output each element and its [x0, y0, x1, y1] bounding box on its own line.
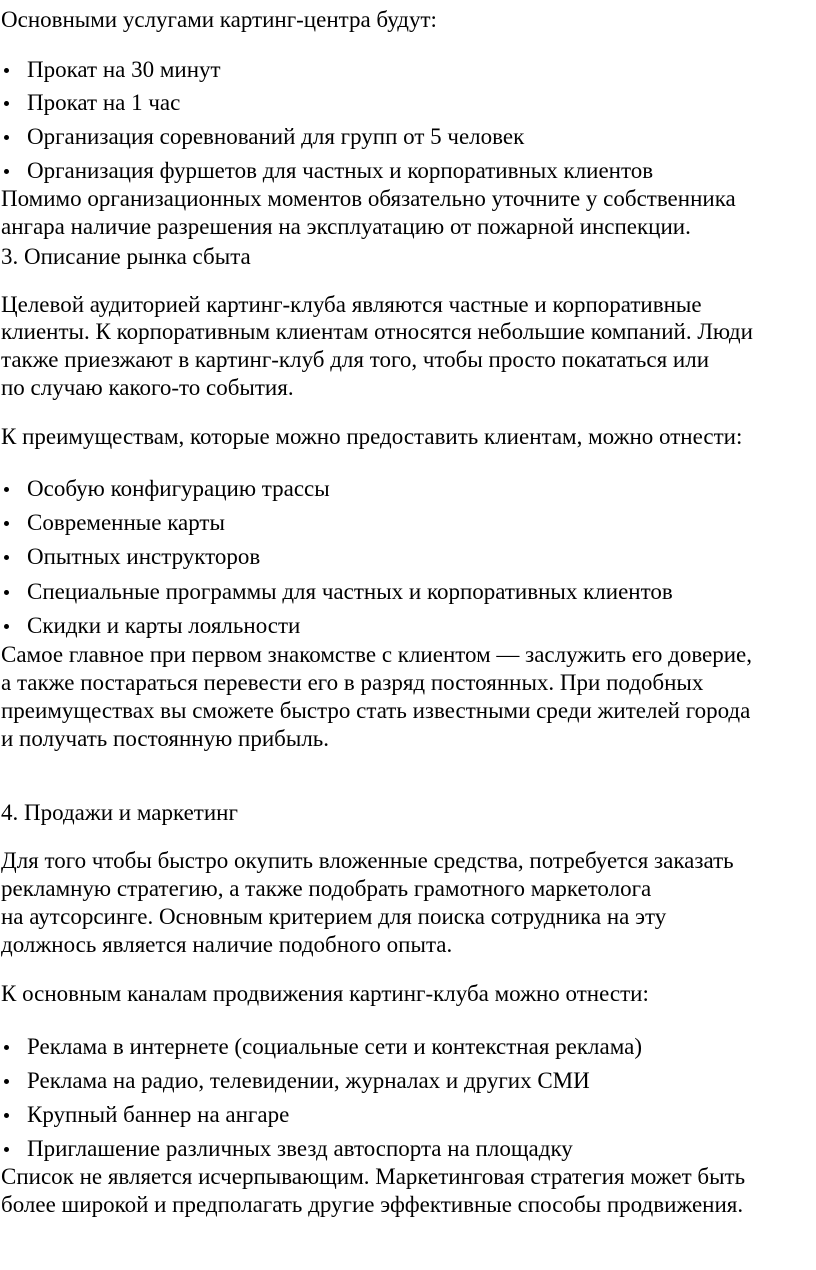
paragraph-line: также приезжают в картинг-клуб для того, чтобы просто покататься или [1, 347, 710, 372]
paragraph-line: и получать постоянную прибыль. [1, 726, 330, 751]
note-line: ангара наличие разрешения на эксплуатацию от пожарной инспекции. [1, 214, 691, 239]
list-item-text: Прокат на 1 час [27, 90, 181, 115]
list-item-text: Специальные программы для частных и корпоративных клиентов [27, 579, 673, 604]
paragraph-line: Для того чтобы быстро окупить вложенные средства, потребуется заказать [1, 848, 734, 873]
list-item-text: Скидки и карты лояльности [27, 613, 301, 638]
list-item-text: Особую конфигурацию трассы [27, 476, 330, 501]
bullet-icon [4, 1045, 9, 1050]
list-item-text: Организация соревнований для групп от 5 человек [27, 124, 525, 149]
paragraph-line: более широкой и предполагать другие эффективные способы продвижения. [1, 1192, 744, 1217]
bullet-icon [4, 590, 9, 595]
paragraph-line: клиенты. К корпоративным клиентам относятся небольшие компаний. Люди [1, 319, 753, 344]
bullet-icon [4, 101, 9, 106]
list-item-text: Современные карты [27, 510, 225, 535]
section-heading: 4. Продажи и маркетинг [1, 800, 238, 825]
bullet-icon [4, 1147, 9, 1152]
bullet-icon [4, 555, 9, 560]
paragraph-line: Самое главное при первом знакомстве с клиентом — заслужить его доверие, [1, 642, 753, 667]
bullet-icon [4, 521, 9, 526]
bullet-icon [4, 487, 9, 492]
note-line: Помимо организационных моментов обязательно уточните у собственника [1, 186, 736, 211]
channels-intro: К основным каналам продвижения картинг-клуба можно отнести: [1, 981, 649, 1006]
paragraph-line: на аутсорсинге. Основным критерием для поиска сотрудника на эту [1, 904, 667, 929]
bullet-icon [4, 169, 9, 174]
list-item-text: Приглашение различных звезд автоспорта на площадку [27, 1136, 573, 1161]
bullet-icon [4, 1079, 9, 1084]
list-item-text: Прокат на 30 минут [27, 57, 221, 82]
paragraph-line: рекламную стратегию, а также подобрать грамотного маркетолога [1, 876, 652, 901]
bullet-icon [4, 68, 9, 73]
bullet-icon [4, 135, 9, 140]
list-item-text: Реклама на радио, телевидении, журналах и других СМИ [27, 1068, 590, 1093]
paragraph-line: преимуществах вы сможете быстро стать известными среди жителей города [1, 698, 751, 723]
paragraph-line: по случаю какого-то события. [1, 375, 294, 400]
advantages-intro: К преимуществам, которые можно предоставить клиентам, можно отнести: [1, 424, 743, 449]
paragraph-line: Целевой аудиторией картинг-клуба являются частные и корпоративные [1, 292, 702, 317]
list-item-text: Организация фуршетов для частных и корпоративных клиентов [27, 158, 654, 183]
list-item-text: Опытных инструкторов [27, 544, 261, 569]
bullet-icon [4, 624, 9, 629]
paragraph-line: а также постараться перевести его в разряд постоянных. При подобных [1, 670, 704, 695]
list-item-text: Реклама в интернете (социальные сети и контекстная реклама) [27, 1034, 642, 1059]
section-heading: 3. Описание рынка сбыта [1, 244, 251, 269]
paragraph-line: должнось является наличие подобного опыта. [1, 932, 453, 957]
services-intro: Основными услугами картинг-центра будут: [1, 7, 437, 32]
bullet-icon [4, 1113, 9, 1118]
list-item-text: Крупный баннер на ангаре [27, 1102, 290, 1127]
paragraph-line: Список не является исчерпывающим. Маркетинговая стратегия может быть [1, 1164, 746, 1189]
